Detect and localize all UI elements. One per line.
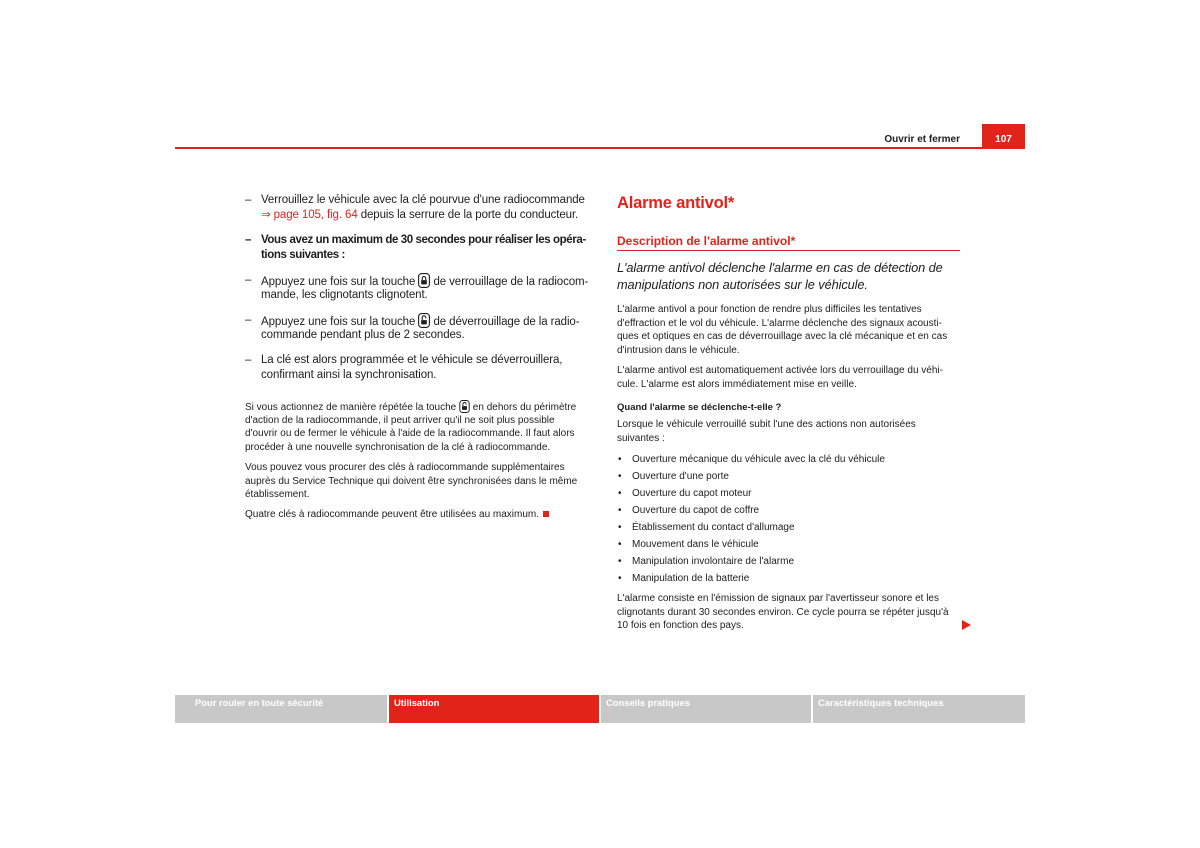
list-item	[617, 451, 962, 468]
list-item	[617, 502, 962, 519]
list-item	[617, 570, 962, 587]
list-item-text: Établissement du contact d'allumage	[632, 521, 795, 533]
header-rule	[175, 147, 1025, 149]
step-text	[261, 313, 579, 343]
list-item	[617, 536, 962, 553]
body-line: L'alarme consiste en l'émission de signaux par l'avertisseur sonore et les	[617, 593, 939, 605]
list-item-text: Mouvement dans le véhicule	[632, 538, 759, 550]
lead-in-paragraph	[617, 418, 962, 445]
body-line: suivantes :	[617, 432, 665, 444]
step-text	[261, 193, 585, 223]
step-line-text: Appuyez une fois sur la touche	[261, 316, 419, 328]
list-item	[617, 468, 962, 485]
body-line: L'alarme antivol est automatiquement activée lors du verrouillage du véhi-	[617, 365, 943, 377]
note-line: d'action de la radiocommande, il peut arriver qu'il ne soit plus possible	[245, 414, 555, 426]
cross-reference-link[interactable]: ⇒ page 105, fig. 64	[261, 209, 358, 221]
note-line: d'ouvrir ou de fermer le véhicule à l'aide de la radiocommande. Il faut alors	[245, 428, 575, 440]
list-item-text: Manipulation de la batterie	[632, 572, 750, 584]
step-dash: –	[245, 354, 252, 366]
note-line	[245, 508, 595, 522]
list-item-text: Ouverture du capot moteur	[632, 487, 752, 499]
step-dash: –	[245, 314, 252, 326]
notes-section	[245, 400, 595, 529]
list-item-text: Ouverture du capot de coffre	[632, 504, 760, 516]
step-text	[261, 353, 562, 383]
continue-arrow-icon	[962, 620, 971, 630]
note-line: procéder à une nouvelle synchronisation de la clé à radiocommande.	[245, 441, 551, 453]
subsection-heading: Description de l'alarme antivol*	[617, 233, 796, 248]
section-heading: Alarme antivol*	[617, 194, 735, 212]
step-line-text: de verrouillage de la radiocom-	[430, 276, 589, 288]
body-line: Lorsque le véhicule verrouillé subit l'une des actions non autorisées	[617, 419, 916, 431]
step-line	[261, 313, 579, 328]
step-item	[245, 353, 595, 383]
step-item	[245, 273, 595, 303]
note-line: établissement.	[245, 489, 310, 501]
tab-usage: Utilisation	[389, 695, 599, 723]
step-line-text: de déverrouillage de la radio-	[430, 316, 580, 328]
bullet-dot: •	[618, 538, 622, 550]
body-paragraph	[617, 592, 962, 633]
page-number: 107	[995, 134, 1012, 145]
intro-line: L'alarme antivol déclenche l'alarme en cas de détection de	[617, 259, 943, 275]
bullet-dot: •	[618, 470, 622, 482]
note-line-text: Si vous actionnez de manière répétée la touche	[245, 402, 460, 413]
unlock-key-glyph	[418, 313, 430, 328]
body-line: d'effraction et le vol du véhicule. L'alarme déclenche des signaux acousti-	[617, 317, 942, 329]
tab-technical-specs: Caractéristiques techniques	[813, 695, 1025, 723]
step-item	[245, 193, 595, 223]
intro-summary	[617, 259, 962, 293]
lock-key-glyph	[418, 273, 430, 288]
procedure-steps	[245, 193, 595, 393]
step-dash: –	[245, 194, 252, 206]
bullet-dot: •	[618, 572, 622, 584]
step-text	[261, 273, 588, 303]
note-line: Vous pouvez vous procurer des clés à radiocommande supplémentaires	[245, 461, 565, 473]
unlock-key-icon	[418, 313, 430, 328]
tab-practical-tips: Conseils pratiques	[601, 695, 811, 723]
bullet-dot: •	[618, 521, 622, 533]
step-dash: –	[245, 274, 252, 286]
step-line	[261, 208, 585, 223]
body-paragraph	[617, 303, 962, 357]
chapter-tabs	[175, 695, 1025, 723]
note-paragraph	[245, 508, 595, 522]
body-line: clignotants durant 30 secondes environ. Ce cycle pourra se répéter jusqu'à	[617, 606, 949, 618]
end-of-section-square-icon	[543, 511, 549, 517]
list-item-text: Manipulation involontaire de l'alarme	[632, 555, 795, 567]
step-line: mande, les clignotants clignotent.	[261, 289, 428, 301]
step-line: commande pendant plus de 2 secondes.	[261, 329, 465, 341]
step-item	[245, 313, 595, 343]
note-line-text: Quatre clés à radiocommande peuvent être utilisées au maximum.	[245, 509, 540, 521]
step-dash: –	[245, 234, 251, 246]
list-item-text: Ouverture mécanique du véhicule avec la clé du véhicule	[632, 453, 885, 465]
note-paragraph	[245, 461, 595, 502]
subsection-rule	[617, 250, 960, 251]
step-text	[261, 233, 586, 263]
body-paragraph	[617, 364, 962, 391]
body-line: ques et optiques en cas de déverrouillage avec la clé mécanique et en cas	[617, 331, 948, 343]
step-line	[261, 273, 588, 288]
list-item-text: Ouverture d'une porte	[632, 470, 729, 482]
step-line-text: Appuyez une fois sur la touche	[261, 276, 419, 288]
body-line: 10 fois en fonction des pays.	[617, 620, 744, 632]
note-line: auprès du Service Technique qui doivent être synchronisées dans le même	[245, 475, 578, 487]
step-item	[245, 233, 595, 263]
note-paragraph	[245, 400, 595, 454]
step-line: tions suivantes :	[261, 249, 345, 261]
body-line: cule. L'alarme est alors immédiatement mise en veille.	[617, 378, 857, 390]
list-item	[617, 519, 962, 536]
unlock-key-icon	[459, 400, 470, 413]
note-line	[245, 400, 595, 414]
step-line: Verrouillez le véhicule avec la clé pourvue d'une radiocommande	[261, 194, 585, 206]
tab-safety: Pour rouler en toute sécurité	[175, 695, 387, 723]
note-line-text: en dehors du périmètre	[470, 402, 577, 413]
intro-line: manipulations non autorisées sur le véhicule.	[617, 276, 868, 292]
page-number-badge	[982, 124, 1025, 148]
step-line: confirmant ainsi la synchronisation.	[261, 369, 437, 381]
bullet-dot: •	[618, 555, 622, 567]
step-line: La clé est alors programmée et le véhicule se déverrouillera,	[261, 354, 563, 366]
body-line: d'intrusion dans le véhicule.	[617, 344, 740, 356]
body-line: L'alarme antivol a pour fonction de rendre plus difficiles les tentatives	[617, 304, 922, 315]
question-heading: Quand l'alarme se déclenche-t-elle ?	[617, 402, 782, 414]
trigger-list	[617, 451, 962, 587]
unlock-key-glyph	[459, 400, 470, 413]
bullet-dot: •	[618, 504, 622, 516]
list-item	[617, 485, 962, 502]
bullet-dot: •	[618, 453, 622, 465]
list-item	[617, 553, 962, 570]
bullet-dot: •	[618, 487, 622, 499]
lock-key-icon	[418, 273, 430, 288]
step-line-text: depuis la serrure de la porte du conducteur.	[357, 209, 579, 221]
section-title: Ouvrir et fermer	[884, 134, 960, 145]
step-line: Vous avez un maximum de 30 secondes pour réaliser les opéra-	[261, 234, 586, 246]
